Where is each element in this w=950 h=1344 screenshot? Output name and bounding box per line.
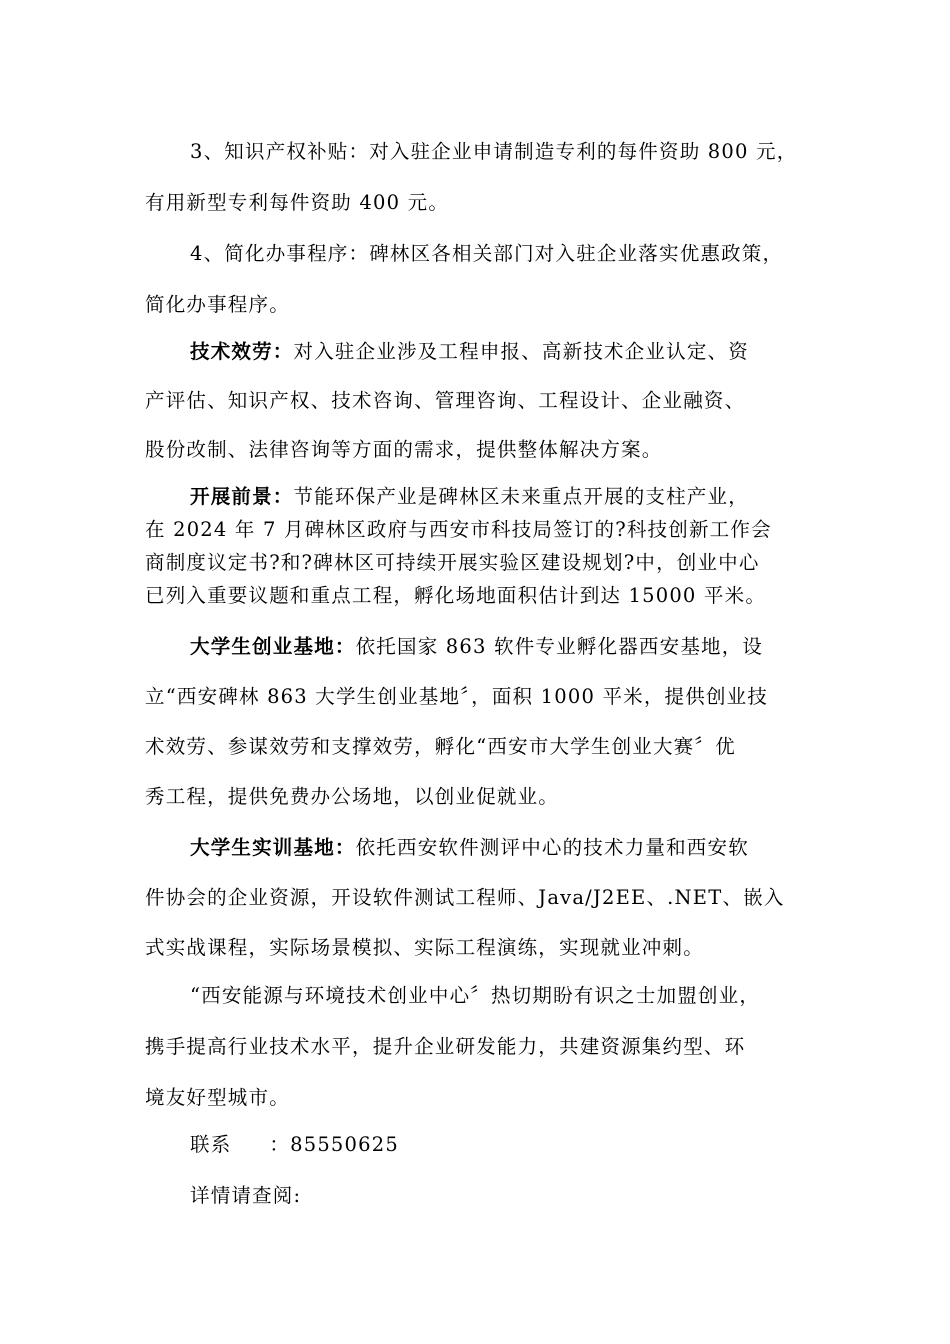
text-line: 4、简化办事程序：碑林区各相关部门对入驻企业落实优惠政策，: [190, 242, 784, 265]
text-line: [145, 622, 825, 672]
text-line: [145, 1119, 825, 1170]
section-heading: 大学生实训基地：: [190, 836, 356, 859]
details-label: 详情请查阅:: [190, 1184, 302, 1207]
section-heading: 大学生创业基地：: [190, 635, 356, 658]
text-line: 式实战课程，实际场景模拟、实际工程演练，实现就业冲刺。: [145, 936, 704, 959]
paragraph-entrepreneurship-base: [145, 622, 825, 822]
text-line: 境友好型城市。: [145, 1086, 290, 1109]
section-heading: 开展前景：: [190, 485, 294, 508]
text-line: 术效劳、参谋效劳和支撑效劳，孵化“西安市大学生创业大赛〞优: [145, 735, 736, 758]
text-line: [145, 327, 825, 376]
text-line: “西安能源与环境技术创业中心〞热切期盼有识之士加盟创业，: [190, 984, 761, 1007]
section-heading: 技术效劳：: [190, 340, 294, 363]
contact-colon: ：: [269, 1133, 291, 1156]
text-span: 依托国家 863 软件专业孵化器西安基地，设: [355, 635, 764, 658]
text-span: 对入驻企业涉及工程申报、高新技术企业认定、资: [293, 340, 749, 363]
text-line: 简化办事程序。: [145, 293, 290, 316]
text-line: 立“西安碑林 863 大学生创业基地〞，面积 1000 平米，提供创业技: [145, 685, 769, 708]
text-line: 3、知识产权补贴：对入驻企业申请制造专利的每件资助 800 元，: [190, 140, 798, 163]
text-span: 依托西安软件测评中心的技术力量和西安软: [355, 836, 749, 859]
text-line: [145, 823, 825, 873]
paragraph-invitation: [145, 970, 825, 1123]
paragraph-simplified-procedures: [145, 228, 825, 330]
contact-number: 85550625: [290, 1133, 399, 1156]
text-line: 秀工程，提供免费办公场地，以创业促就业。: [145, 785, 560, 808]
text-line: 在 2024 年 7 月碑林区政府与西安市科技局签订的?科技创新工作会: [145, 518, 772, 541]
text-line: 件协会的企业资源，开设软件测试工程师、Java/J2EE、.NET、嵌入: [145, 886, 785, 909]
paragraph-development-prospects: [145, 480, 825, 612]
text-line: 已列入重要议题和重点工程，孵化场地面积估计到达 15000 平米。: [145, 584, 767, 607]
paragraph-training-base: [145, 823, 825, 973]
text-line: 有用新型专利每件资助 400 元。: [145, 191, 450, 214]
contact-label: 联系: [190, 1133, 232, 1156]
paragraph-technical-services: [145, 327, 825, 474]
text-line: 商制度议定书?和?碑林区可持续开展实验区建设规划?中，创业中心: [145, 551, 760, 574]
text-span: 节能环保产业是碑林区未来重点开展的支柱产业，: [293, 485, 749, 508]
text-line: 产评估、知识产权、技术咨询、管理咨询、工程设计、企业融资、: [145, 389, 746, 412]
contact-line: [145, 1119, 825, 1170]
details-line: [145, 1170, 825, 1221]
text-line: 携手提高行业技术水平，提升企业研发能力，共建资源集约型、环: [145, 1035, 746, 1058]
text-line: 股份改制、法律咨询等方面的需求，提供整体解决方案。: [145, 438, 663, 461]
text-line: [145, 480, 825, 513]
paragraph-ip-subsidy: [145, 126, 825, 228]
